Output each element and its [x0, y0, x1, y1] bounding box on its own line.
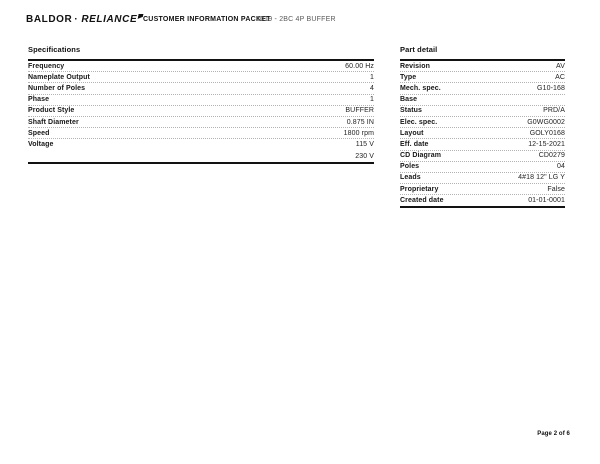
- part-detail-table: [400, 59, 565, 208]
- table-row: [400, 151, 565, 162]
- spec-value: 60.00 Hz: [345, 62, 374, 70]
- specifications-section-title: Specifications: [28, 45, 81, 54]
- part-label: Eff. date: [400, 140, 429, 148]
- part-value: 4#18 12" LG Y: [518, 174, 565, 182]
- logo-baldor-text: BALDOR: [26, 14, 73, 25]
- table-row: [400, 128, 565, 139]
- part-value: CD0279: [538, 152, 565, 160]
- spec-value: 1800 rpm: [343, 129, 374, 137]
- spec-label: Frequency: [28, 62, 65, 70]
- part-value: AC: [555, 73, 565, 81]
- spec-label: Voltage: [28, 141, 54, 149]
- part-detail-section-title: Part detail: [400, 45, 438, 54]
- table-row: [28, 95, 374, 106]
- table-row: [400, 117, 565, 128]
- part-label: Leads: [400, 174, 421, 182]
- table-row: [28, 117, 374, 128]
- specifications-table: [28, 59, 374, 164]
- part-label: Type: [400, 73, 417, 81]
- part-value: G10-168: [537, 84, 565, 92]
- table-row: [400, 95, 565, 106]
- spec-label: Speed: [28, 129, 50, 137]
- spec-label: Product Style: [28, 107, 75, 115]
- table-row: [28, 72, 374, 83]
- part-label: Proprietary: [400, 185, 439, 193]
- part-value: 12-15-2021: [528, 140, 565, 148]
- part-label: Base: [400, 96, 418, 104]
- part-label: Layout: [400, 129, 424, 137]
- table-row: [400, 184, 565, 195]
- table-row: [400, 173, 565, 184]
- logo-reliance-text: RELIANCE: [81, 14, 138, 25]
- spec-value: 0.875 IN: [346, 118, 374, 126]
- spec-value: BUFFER: [345, 107, 374, 115]
- part-value: 01-01-0001: [528, 197, 565, 205]
- spec-value: [355, 139, 374, 161]
- table-row: [400, 72, 565, 83]
- part-label: Revision: [400, 62, 430, 70]
- part-value: PRD/A: [543, 107, 565, 115]
- part-label: CD Diagram: [400, 152, 442, 160]
- part-label: Poles: [400, 163, 420, 171]
- table-row: [400, 162, 565, 173]
- part-label: Created date: [400, 197, 444, 205]
- spec-label: Phase: [28, 96, 50, 104]
- spec-label: Number of Poles: [28, 84, 86, 92]
- table-row: [28, 128, 374, 139]
- spec-value: 1: [370, 73, 374, 81]
- table-row: [28, 61, 374, 72]
- spec-value: 1: [370, 96, 374, 104]
- logo-separator-dot: ·: [74, 14, 79, 25]
- part-label: Elec. spec.: [400, 118, 438, 126]
- baldor-reliance-logo: [26, 14, 143, 25]
- spec-value: 4: [370, 84, 374, 92]
- table-row: [400, 83, 565, 94]
- spec-value-line: 115 V: [355, 141, 374, 149]
- part-value: G0WG0002: [527, 118, 565, 126]
- part-value: 04: [557, 163, 565, 171]
- part-label: Mech. spec.: [400, 84, 441, 92]
- part-value: False: [547, 185, 565, 193]
- table-row: [28, 83, 374, 94]
- page-number: Page 2 of 6: [537, 431, 570, 437]
- spec-label: Shaft Diameter: [28, 118, 79, 126]
- table-row: [28, 106, 374, 117]
- document-title: CUSTOMER INFORMATION PACKET: [143, 16, 271, 23]
- part-label: Status: [400, 107, 422, 115]
- part-value: GOLY0168: [529, 129, 565, 137]
- table-row: [400, 139, 565, 150]
- table-row: [400, 61, 565, 72]
- table-row: [400, 195, 565, 206]
- table-row: [400, 106, 565, 117]
- part-value: AV: [555, 62, 565, 70]
- spec-label: Nameplate Output: [28, 73, 90, 81]
- product-subtitle: 4019 - 2BC 4P BUFFER: [256, 16, 336, 23]
- table-row: [28, 139, 374, 161]
- spec-value-line: 230 V: [355, 152, 374, 160]
